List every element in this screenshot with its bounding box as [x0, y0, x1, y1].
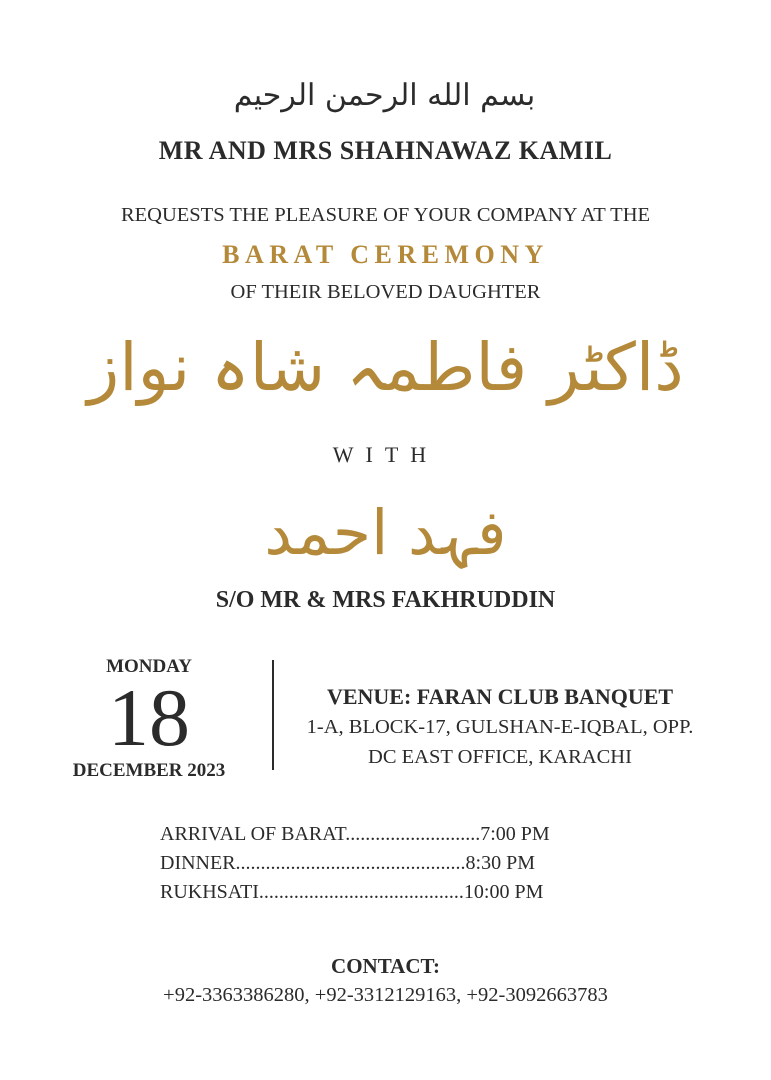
- request-line: REQUESTS THE PLEASURE OF YOUR COMPANY AT THE: [120, 204, 651, 226]
- vertical-divider: [272, 660, 274, 770]
- venue-address-line: DC EAST OFFICE, KARACHI: [368, 746, 632, 768]
- schedule-list: [160, 820, 620, 907]
- venue-block: [280, 682, 720, 772]
- ceremony-title: BARAT CEREMONY: [222, 240, 549, 269]
- hosts-name: MR AND MRS SHAHNAWAZ KAMIL: [158, 136, 613, 165]
- date-month-year: DECEMBER 2023: [72, 760, 226, 781]
- groom-name: فہد احمد: [264, 496, 507, 569]
- daughter-line: OF THEIR BELOVED DAUGHTER: [230, 281, 541, 303]
- schedule-item: ARRIVAL OF BARAT...........................7:00 PM: [160, 823, 550, 845]
- contact-numbers: +92-3363386280, +92-3312129163, +92-3092663783: [163, 984, 608, 1006]
- schedule-item: DINNER..............................................8:30 PM: [160, 852, 536, 874]
- venue-title: VENUE: FARAN CLUB BANQUET: [326, 684, 674, 709]
- contact-label: CONTACT:: [331, 954, 440, 978]
- date-block: [54, 656, 244, 782]
- bride-name: ڈاکٹر فاطمہ شاہ نواز: [87, 329, 684, 406]
- with-text: WITH: [332, 442, 439, 467]
- bismillah-calligraphy: [182, 68, 587, 124]
- groom-parents: S/O MR & MRS FAKHRUDDIN: [215, 587, 556, 613]
- venue-address-line: 1-A, BLOCK-17, GULSHAN-E-IQBAL, OPP.: [306, 716, 694, 738]
- bismillah-text: بسم الله الرحمن الرحيم: [233, 78, 536, 113]
- date-day: 18: [108, 672, 190, 763]
- schedule-item: RUKHSATI.........................................10:00 PM: [160, 881, 544, 903]
- date-weekday: MONDAY: [106, 656, 192, 677]
